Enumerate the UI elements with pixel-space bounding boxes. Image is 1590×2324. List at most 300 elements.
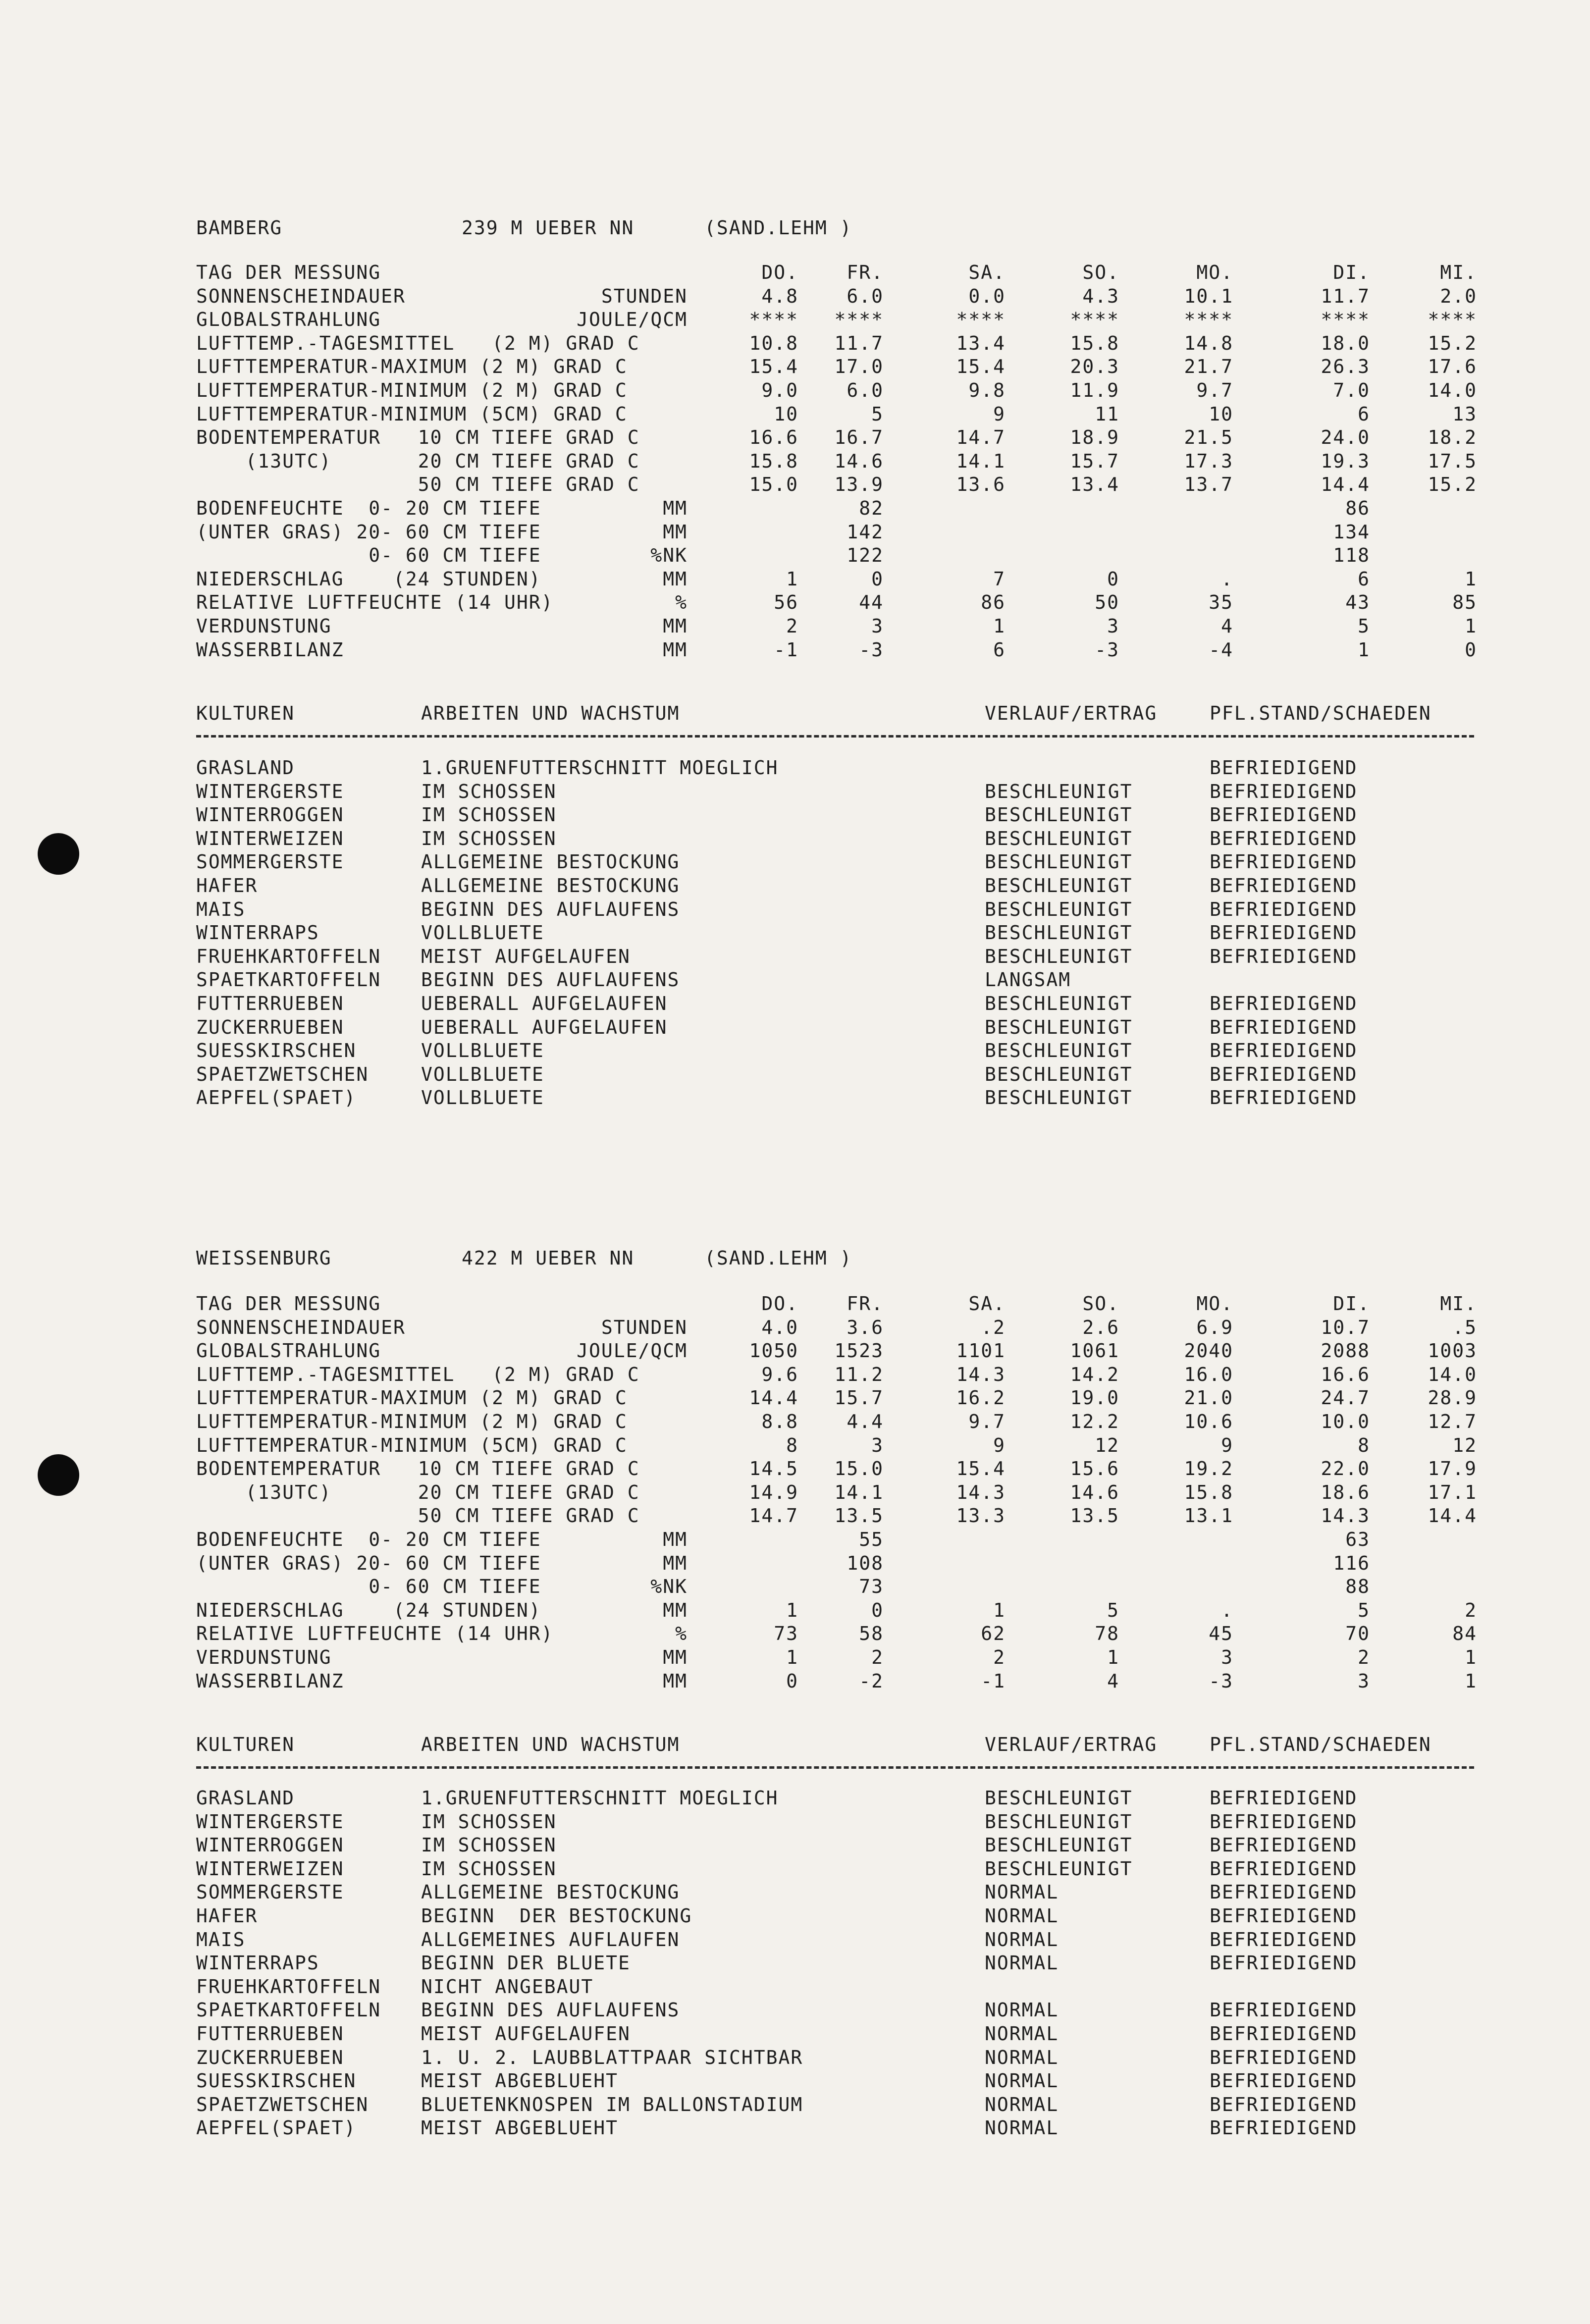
measurement-label: (UNTER GRAS) 20- 60 CM TIEFE [196, 1552, 541, 1574]
crop-name: SUESSKIRSCHEN [196, 2070, 357, 2092]
measurement-value: 73 [774, 1623, 798, 1644]
measurement-value: MO. [1196, 262, 1233, 283]
measurement-value: 14.4 [749, 1387, 798, 1409]
measurement-value: 5 [1358, 1599, 1370, 1621]
measurement-unit: MM [663, 1670, 688, 1692]
measurement-value: **** [1428, 309, 1477, 330]
crop-condition: BEFRIEDIGEND [1210, 922, 1358, 944]
measurement-value: 12.2 [1070, 1411, 1119, 1432]
measurement-value: 3 [871, 1434, 884, 1456]
crop-course: BESCHLEUNIGT [985, 781, 1133, 802]
measurement-value: 86 [1345, 497, 1370, 519]
crop-condition: BEFRIEDIGEND [1210, 1999, 1358, 2021]
crop-name: ZUCKERRUEBEN [196, 1016, 344, 1038]
measurement-value: 1050 [749, 1340, 798, 1362]
station-soil: (SAND.LEHM ) [704, 1247, 852, 1269]
crop-condition: BEFRIEDIGEND [1210, 1016, 1358, 1038]
crop-work: IM SCHOSSEN [421, 828, 557, 849]
measurement-value: 14.3 [956, 1481, 1006, 1503]
crop-name: GRASLAND [196, 1787, 295, 1809]
crop-work: IM SCHOSSEN [421, 1858, 557, 1880]
crop-work: 1.GRUENFUTTERSCHNITT MOEGLICH [421, 1787, 779, 1809]
station-altitude: 239 M UEBER NN [462, 217, 635, 239]
crop-name: SOMMERGERSTE [196, 1881, 344, 1903]
crop-condition: BEFRIEDIGEND [1210, 1040, 1358, 1061]
crop-condition: BEFRIEDIGEND [1210, 1905, 1358, 1927]
crop-condition: BEFRIEDIGEND [1210, 2117, 1358, 2139]
crop-work: IM SCHOSSEN [421, 804, 557, 826]
measurement-value: 16.0 [1184, 1364, 1233, 1385]
crop-course: BESCHLEUNIGT [985, 1087, 1133, 1109]
measurement-value: 14.9 [749, 1481, 798, 1503]
measurement-value: 15.8 [1184, 1481, 1233, 1503]
measurement-value: 4 [1221, 615, 1233, 637]
measurement-value: 1 [786, 1599, 798, 1621]
crop-work: VOLLBLUETE [421, 1087, 544, 1109]
measurement-label: VERDUNSTUNG [196, 1646, 332, 1668]
measurement-value: 2 [1465, 1599, 1477, 1621]
measurement-value: 22.0 [1321, 1458, 1370, 1479]
measurement-value: 0 [871, 1599, 884, 1621]
crop-course: NORMAL [985, 1905, 1059, 1927]
measurement-value: 6 [1358, 568, 1370, 590]
measurement-value: 20.3 [1070, 356, 1119, 377]
measurement-unit: MM [663, 521, 688, 543]
measurement-value: 1101 [956, 1340, 1006, 1362]
measurement-value: 18.6 [1321, 1481, 1370, 1503]
measurement-label: VERDUNSTUNG [196, 615, 332, 637]
crop-work: IM SCHOSSEN [421, 1834, 557, 1856]
crop-name: WINTERWEIZEN [196, 1858, 344, 1880]
measurement-value: 14.6 [834, 450, 884, 472]
crop-name: WINTERGERSTE [196, 781, 344, 802]
measurement-value: 5 [1358, 615, 1370, 637]
crops-header-condition: PFL.STAND/SCHAEDEN [1210, 1734, 1431, 1755]
measurement-value: 17.9 [1428, 1458, 1477, 1479]
measurement-value: 15.8 [1070, 332, 1119, 354]
crop-condition: BEFRIEDIGEND [1210, 1858, 1358, 1880]
crop-condition: BEFRIEDIGEND [1210, 2047, 1358, 2068]
measurement-value: MI. [1440, 262, 1477, 283]
measurement-label: LUFTTEMPERATUR-MINIMUM (5CM) GRAD C [196, 403, 628, 425]
measurement-label: LUFTTEMP.-TAGESMITTEL (2 M) GRAD C [196, 1364, 640, 1385]
measurement-label: NIEDERSCHLAG (24 STUNDEN) [196, 568, 541, 590]
measurement-value: 11.7 [834, 332, 884, 354]
crop-course: LANGSAM [985, 969, 1071, 991]
measurement-value: 56 [774, 591, 798, 613]
measurement-value: 18.0 [1321, 332, 1370, 354]
measurement-value: 2088 [1321, 1340, 1370, 1362]
measurement-value: 21.0 [1184, 1387, 1233, 1409]
crop-condition: BEFRIEDIGEND [1210, 1787, 1358, 1809]
crop-work: VOLLBLUETE [421, 1040, 544, 1061]
measurement-value: SO. [1082, 262, 1119, 283]
measurement-value: 13.9 [834, 474, 884, 495]
measurement-value: 2 [1358, 1646, 1370, 1668]
crop-condition: BEFRIEDIGEND [1210, 946, 1358, 967]
measurement-value: . [1221, 1599, 1233, 1621]
measurement-value: 15.4 [749, 356, 798, 377]
measurement-label: TAG DER MESSUNG [196, 262, 381, 283]
crop-course: BESCHLEUNIGT [985, 1858, 1133, 1880]
measurement-value: 88 [1345, 1576, 1370, 1597]
measurement-value: 28.9 [1428, 1387, 1477, 1409]
punch-hole-top [38, 833, 79, 875]
measurement-value: 3 [871, 615, 884, 637]
measurement-value: **** [1321, 309, 1370, 330]
measurement-value: 86 [981, 591, 1006, 613]
measurement-value: 4.0 [761, 1317, 798, 1338]
measurement-value: DO. [761, 262, 798, 283]
measurement-label: LUFTTEMPERATUR-MAXIMUM (2 M) GRAD C [196, 1387, 628, 1409]
measurement-value: 3 [1221, 1646, 1233, 1668]
measurement-value: 10.6 [1184, 1411, 1233, 1432]
measurement-label: BODENTEMPERATUR 10 CM TIEFE GRAD C [196, 426, 640, 448]
crop-condition: BEFRIEDIGEND [1210, 2023, 1358, 2045]
measurement-value: 24.0 [1321, 426, 1370, 448]
measurement-value: 1061 [1070, 1340, 1119, 1362]
measurement-value: 14.0 [1428, 379, 1477, 401]
measurement-value: 0 [1465, 639, 1477, 661]
measurement-value: 43 [1345, 591, 1370, 613]
measurement-value: 19.0 [1070, 1387, 1119, 1409]
measurement-value: MI. [1440, 1293, 1477, 1315]
measurement-unit: MM [663, 1529, 688, 1550]
measurement-value: 6 [1358, 403, 1370, 425]
measurement-value: **** [834, 309, 884, 330]
measurement-value: 14.0 [1428, 1364, 1477, 1385]
measurement-value: 4.8 [761, 285, 798, 307]
crop-course: NORMAL [985, 2117, 1059, 2139]
measurement-value: 17.6 [1428, 356, 1477, 377]
measurement-value: 1 [1107, 1646, 1119, 1668]
measurement-value: 13.6 [956, 474, 1006, 495]
measurement-value: 9 [993, 1434, 1006, 1456]
measurement-value: **** [1070, 309, 1119, 330]
measurement-value: 116 [1333, 1552, 1370, 1574]
measurement-label: TAG DER MESSUNG [196, 1293, 381, 1315]
measurement-value: -1 [981, 1670, 1006, 1692]
measurement-unit: JOULE/QCM [577, 1340, 688, 1362]
measurement-value: 1 [993, 1599, 1006, 1621]
measurement-value: 6.0 [847, 285, 884, 307]
measurement-value: 10.8 [749, 332, 798, 354]
crop-name: FRUEHKARTOFFELN [196, 946, 381, 967]
crop-condition: BEFRIEDIGEND [1210, 993, 1358, 1014]
measurement-value: 3 [1358, 1670, 1370, 1692]
crop-course: NORMAL [985, 2070, 1059, 2092]
measurement-value: 13.5 [1070, 1505, 1119, 1527]
measurement-unit: MM [663, 615, 688, 637]
crop-name: MAIS [196, 898, 246, 920]
crop-condition: BEFRIEDIGEND [1210, 757, 1358, 779]
crop-condition: BEFRIEDIGEND [1210, 2094, 1358, 2115]
measurement-value: 14.1 [956, 450, 1006, 472]
measurement-unit: STUNDEN [601, 1317, 688, 1338]
measurement-label: BODENFEUCHTE 0- 20 CM TIEFE [196, 1529, 541, 1550]
measurement-value: 70 [1345, 1623, 1370, 1644]
crop-condition: BEFRIEDIGEND [1210, 851, 1358, 873]
measurement-value: 14.2 [1070, 1364, 1119, 1385]
measurement-value: 10 [1209, 403, 1233, 425]
measurement-value: 2 [786, 615, 798, 637]
crop-work: ALLGEMEINE BESTOCKUNG [421, 851, 680, 873]
measurement-unit: %NK [650, 544, 688, 566]
measurement-value: 9.0 [761, 379, 798, 401]
measurement-value: 1 [1465, 1646, 1477, 1668]
crop-condition: BEFRIEDIGEND [1210, 898, 1358, 920]
measurement-value: 16.6 [749, 426, 798, 448]
station-name: WEISSENBURG [196, 1247, 332, 1269]
measurement-value: 2040 [1184, 1340, 1233, 1362]
measurement-value: **** [956, 309, 1006, 330]
crop-name: HAFER [196, 875, 258, 897]
measurement-value: 118 [1333, 544, 1370, 566]
crop-course: BESCHLEUNIGT [985, 851, 1133, 873]
crop-work: UEBERALL AUFGELAUFEN [421, 993, 668, 1014]
measurement-value: 4.4 [847, 1411, 884, 1432]
crop-work: BEGINN DES AUFLAUFENS [421, 1999, 680, 2021]
measurement-value: 62 [981, 1623, 1006, 1644]
measurement-value: 15.7 [834, 1387, 884, 1409]
crop-name: SUESSKIRSCHEN [196, 1040, 357, 1061]
measurement-label: WASSERBILANZ [196, 639, 344, 661]
crop-course: NORMAL [985, 2023, 1059, 2045]
measurement-value: 11.9 [1070, 379, 1119, 401]
crop-name: FRUEHKARTOFFELN [196, 1976, 381, 1998]
measurement-value: 9 [1221, 1434, 1233, 1456]
measurement-value: 82 [859, 497, 884, 519]
measurement-value: 8 [786, 1434, 798, 1456]
measurement-value: 0.0 [968, 285, 1006, 307]
crop-course: BESCHLEUNIGT [985, 1834, 1133, 1856]
measurement-label: LUFTTEMPERATUR-MINIMUM (2 M) GRAD C [196, 1411, 628, 1432]
measurement-value: 18.2 [1428, 426, 1477, 448]
crop-work: IM SCHOSSEN [421, 1811, 557, 1833]
measurement-value: 8 [1358, 1434, 1370, 1456]
measurement-value: 17.0 [834, 356, 884, 377]
measurement-value: -4 [1209, 639, 1233, 661]
crop-name: ZUCKERRUEBEN [196, 2047, 344, 2068]
measurement-value: 13 [1452, 403, 1477, 425]
crop-work: BEGINN DER BESTOCKUNG [421, 1905, 692, 1927]
crop-name: WINTERWEIZEN [196, 828, 344, 849]
measurement-unit: STUNDEN [601, 285, 688, 307]
crop-work: BLUETENKNOSPEN IM BALLONSTADIUM [421, 2094, 803, 2115]
crops-header-course: VERLAUF/ERTRAG [985, 702, 1158, 724]
measurement-unit: MM [663, 1552, 688, 1574]
measurement-value: 19.3 [1321, 450, 1370, 472]
measurement-value: 14.1 [834, 1481, 884, 1503]
crop-course: NORMAL [985, 2094, 1059, 2115]
measurement-value: 9.7 [968, 1411, 1006, 1432]
crops-header-course: VERLAUF/ERTRAG [985, 1734, 1158, 1755]
measurement-value: -2 [859, 1670, 884, 1692]
crops-header-crop: KULTUREN [196, 1734, 295, 1755]
crop-name: SPAETZWETSCHEN [196, 1063, 369, 1085]
measurement-value: 11 [1095, 403, 1119, 425]
measurement-value: 21.5 [1184, 426, 1233, 448]
measurement-value: 6.0 [847, 379, 884, 401]
measurement-value: 7 [993, 568, 1006, 590]
crop-work: MEIST AUFGELAUFEN [421, 2023, 631, 2045]
measurement-value: 63 [1345, 1529, 1370, 1550]
crop-course: BESCHLEUNIGT [985, 922, 1133, 944]
measurement-value: 6 [993, 639, 1006, 661]
measurement-value: 10.1 [1184, 285, 1233, 307]
crop-name: HAFER [196, 1905, 258, 1927]
measurement-value: 14.8 [1184, 332, 1233, 354]
measurement-label: 50 CM TIEFE GRAD C [196, 1505, 640, 1527]
measurement-value: 14.6 [1070, 1481, 1119, 1503]
crop-condition: BEFRIEDIGEND [1210, 1929, 1358, 1951]
measurement-label: BODENTEMPERATUR 10 CM TIEFE GRAD C [196, 1458, 640, 1479]
measurement-value: 1 [1465, 615, 1477, 637]
measurement-value: 58 [859, 1623, 884, 1644]
measurement-value: 13.3 [956, 1505, 1006, 1527]
measurement-value: 5 [1107, 1599, 1119, 1621]
measurement-value: 0 [1107, 568, 1119, 590]
measurement-value: 73 [859, 1576, 884, 1597]
measurement-value: 19.2 [1184, 1458, 1233, 1479]
measurement-value: 21.7 [1184, 356, 1233, 377]
measurement-unit: MM [663, 639, 688, 661]
measurement-value: 2.6 [1082, 1317, 1119, 1338]
measurement-value: 85 [1452, 591, 1477, 613]
crops-header-work: ARBEITEN UND WACHSTUM [421, 702, 680, 724]
measurement-value: 14.7 [956, 426, 1006, 448]
measurement-label: RELATIVE LUFTFEUCHTE (14 UHR) [196, 1623, 554, 1644]
measurement-label: RELATIVE LUFTFEUCHTE (14 UHR) [196, 591, 554, 613]
measurement-value: 24.7 [1321, 1387, 1370, 1409]
measurement-value: MO. [1196, 1293, 1233, 1315]
measurement-label: LUFTTEMPERATUR-MINIMUM (2 M) GRAD C [196, 379, 628, 401]
crop-condition: BEFRIEDIGEND [1210, 875, 1358, 897]
measurement-value: 14.3 [956, 1364, 1006, 1385]
measurement-value: 14.5 [749, 1458, 798, 1479]
measurement-value: 84 [1452, 1623, 1477, 1644]
crop-name: AEPFEL(SPAET) [196, 1087, 357, 1109]
measurement-value: 1 [1465, 568, 1477, 590]
measurement-unit: % [675, 1623, 688, 1644]
measurement-value: 134 [1333, 521, 1370, 543]
measurement-unit: MM [663, 1646, 688, 1668]
crop-name: WINTERRAPS [196, 1952, 319, 1974]
measurement-value: 15.0 [749, 474, 798, 495]
measurement-value: 10.0 [1321, 1411, 1370, 1432]
measurement-value: 17.5 [1428, 450, 1477, 472]
measurement-value: 9.6 [761, 1364, 798, 1385]
crop-course: BESCHLEUNIGT [985, 828, 1133, 849]
crop-name: FUTTERRUEBEN [196, 2023, 344, 2045]
crop-condition: BEFRIEDIGEND [1210, 1063, 1358, 1085]
crop-course: BESCHLEUNIGT [985, 1016, 1133, 1038]
measurement-value: 6.9 [1196, 1317, 1233, 1338]
crop-course: NORMAL [985, 2047, 1059, 2068]
crop-work: BEGINN DER BLUETE [421, 1952, 631, 1974]
measurement-label: GLOBALSTRAHLUNG [196, 309, 381, 330]
measurement-unit: JOULE/QCM [577, 309, 688, 330]
crop-work: MEIST ABGEBLUEHT [421, 2117, 619, 2139]
measurement-unit: MM [663, 1599, 688, 1621]
measurement-label: 50 CM TIEFE GRAD C [196, 474, 640, 495]
measurement-value: SA. [968, 1293, 1006, 1315]
measurement-unit: % [675, 591, 688, 613]
measurement-value: 45 [1209, 1623, 1233, 1644]
crop-course: BESCHLEUNIGT [985, 804, 1133, 826]
crops-header-work: ARBEITEN UND WACHSTUM [421, 1734, 680, 1755]
measurement-value: 122 [847, 544, 884, 566]
station-name: BAMBERG [196, 217, 283, 239]
measurement-label: SONNENSCHEINDAUER [196, 285, 406, 307]
measurement-value: 44 [859, 591, 884, 613]
crop-work: MEIST AUFGELAUFEN [421, 946, 631, 967]
crop-name: AEPFEL(SPAET) [196, 2117, 357, 2139]
measurement-label: NIEDERSCHLAG (24 STUNDEN) [196, 1599, 541, 1621]
measurement-value: .5 [1452, 1317, 1477, 1338]
crop-name: SPAETKARTOFFELN [196, 1999, 381, 2021]
crop-condition: BEFRIEDIGEND [1210, 828, 1358, 849]
crop-work: UEBERALL AUFGELAUFEN [421, 1016, 668, 1038]
measurement-value: 55 [859, 1529, 884, 1550]
measurement-label: BODENFEUCHTE 0- 20 CM TIEFE [196, 497, 541, 519]
measurement-value: 16.7 [834, 426, 884, 448]
measurement-value: 1 [1358, 639, 1370, 661]
measurement-value: 35 [1209, 591, 1233, 613]
measurement-unit: MM [663, 497, 688, 519]
measurement-label: (13UTC) 20 CM TIEFE GRAD C [196, 1481, 640, 1503]
measurement-value: **** [1184, 309, 1233, 330]
crop-work: ALLGEMEINE BESTOCKUNG [421, 875, 680, 897]
measurement-value: 15.6 [1070, 1458, 1119, 1479]
crop-name: FUTTERRUEBEN [196, 993, 344, 1014]
crop-work: NICHT ANGEBAUT [421, 1976, 594, 1998]
crop-condition: BEFRIEDIGEND [1210, 1881, 1358, 1903]
measurement-label: 0- 60 CM TIEFE [196, 1576, 541, 1597]
measurement-unit: %NK [650, 1576, 688, 1597]
crop-condition: BEFRIEDIGEND [1210, 1952, 1358, 1974]
measurement-value: 14.4 [1321, 474, 1370, 495]
measurement-value: 1003 [1428, 1340, 1477, 1362]
measurement-value: DI. [1333, 262, 1370, 283]
measurement-value: 13.1 [1184, 1505, 1233, 1527]
measurement-value: -3 [1209, 1670, 1233, 1692]
measurement-label: LUFTTEMPERATUR-MINIMUM (5CM) GRAD C [196, 1434, 628, 1456]
measurement-value: DI. [1333, 1293, 1370, 1315]
measurement-value: 9 [993, 403, 1006, 425]
crop-condition: BEFRIEDIGEND [1210, 1834, 1358, 1856]
measurement-value: 0 [871, 568, 884, 590]
measurement-value: 7.0 [1333, 379, 1370, 401]
crop-work: VOLLBLUETE [421, 1063, 544, 1085]
measurement-value: 10.7 [1321, 1317, 1370, 1338]
crop-course: BESCHLEUNIGT [985, 898, 1133, 920]
crop-name: MAIS [196, 1929, 246, 1951]
crop-name: GRASLAND [196, 757, 295, 779]
crop-name: WINTERRAPS [196, 922, 319, 944]
measurement-label: (13UTC) 20 CM TIEFE GRAD C [196, 450, 640, 472]
dashed-divider [196, 1766, 1474, 1769]
measurement-value: . [1221, 568, 1233, 590]
measurement-value: .2 [981, 1317, 1006, 1338]
measurement-label: 0- 60 CM TIEFE [196, 544, 541, 566]
crop-course: NORMAL [985, 1929, 1059, 1951]
punch-hole-bottom [38, 1454, 79, 1496]
measurement-value: 15.2 [1428, 332, 1477, 354]
measurement-value: 13.5 [834, 1505, 884, 1527]
crop-name: SPAETZWETSCHEN [196, 2094, 369, 2115]
crop-work: VOLLBLUETE [421, 922, 544, 944]
